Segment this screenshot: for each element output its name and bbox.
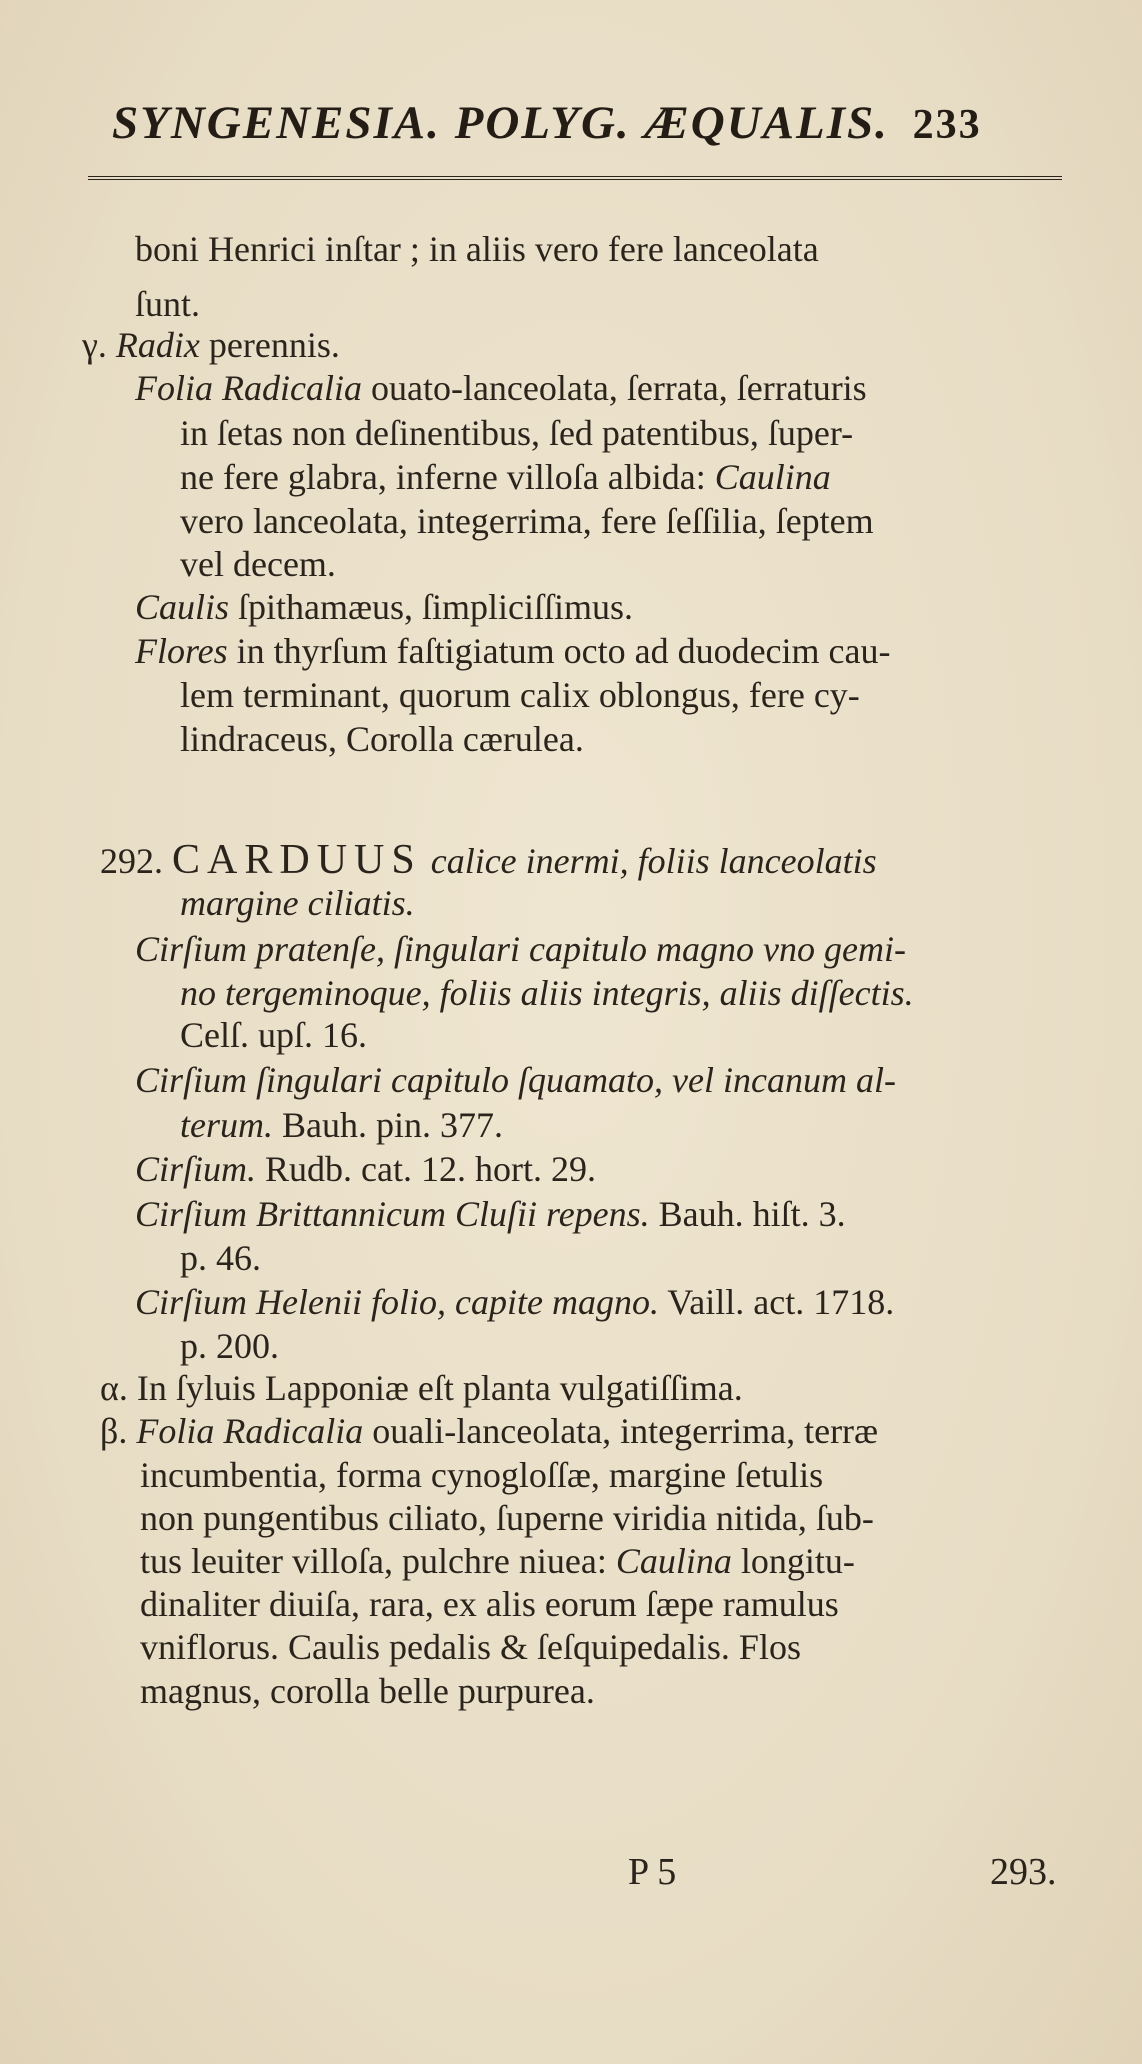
synonym-line: Celſ. upſ. 16. [180,1015,367,1055]
text-line: Caulis ſpithamæus, ſimpliciſſimus. [135,587,634,627]
text-line: in ſetas non deſinentibus, ſed patentibus, ſuper- [180,413,854,453]
variety-marker: γ. [82,325,107,365]
text-line: dinaliter diuiſa, rara, ex alis eorum ſæpe ramulus [140,1584,839,1624]
text-line: margine ciliatis. [180,883,415,923]
text-line: Flores in thyrſum faſtigiatum octo ad duodecim cau- [135,631,891,671]
synonym-line: p. 46. [180,1238,261,1278]
text-line: incumbentia, forma cynogloſſæ, margine ſetulis [140,1455,824,1495]
catchword: 293. [990,1851,1057,1893]
text-line: vniflorus. Caulis pedalis & ſeſquipedalis. Flos [140,1627,801,1667]
text-line: vel decem. [180,544,336,584]
text-line: lindraceus, Corolla cærulea. [180,719,584,759]
text-line: tus leuiter villoſa, pulchre niuea: Caulina longitu- [140,1541,855,1581]
synonym-line: terum. Bauh. pin. 377. [180,1105,503,1145]
signature-mark: P 5 [628,1851,677,1893]
variety-marker: β. [100,1411,128,1451]
text-line: boni Henrici inſtar ; in aliis vero fere lanceolata [135,229,819,269]
entry-heading: 292. CARDUUS calice inermi, foliis lanceolatis [100,837,877,883]
entry-number: 292. [100,841,163,881]
text-line: γ. Radix perennis. [82,325,340,365]
text-line: magnus, corolla belle purpurea. [140,1671,595,1711]
text-line: Folia Radicalia ouato-lanceolata, ſerrata, ſerraturis [135,368,867,408]
synonym-line: Cirſium Brittannicum Cluſii repens. Bauh. hiſt. 3. [135,1194,846,1234]
text-line: non pungentibus ciliato, ſuperne viridia nitida, ſub- [140,1498,874,1538]
running-title: SYNGENESIA. POLYG. ÆQUALIS. [112,97,889,149]
variety-marker: α. [100,1368,128,1408]
synonym-line: Cirſium pratenſe, ſingulari capitulo magno vno gemi- [135,929,906,969]
page-number: 233 [912,102,982,148]
running-header [112,96,1072,150]
text-line: ne fere glabra, inferne villoſa albida: Caulina [180,457,831,497]
synonym-line: no tergeminoque, foliis aliis integris, aliis diſſectis. [180,973,914,1013]
text-line: α. In ſyluis Lapponiæ eſt planta vulgatiſſima. [100,1368,743,1408]
synonym-line: Cirſium Helenii folio, capite magno. Vaill. act. 1718. [135,1282,895,1322]
text-line: β. Folia Radicalia ouali-lanceolata, integerrima, terræ [100,1411,879,1451]
synonym-line: Cirſium. Rudb. cat. 12. hort. 29. [135,1149,596,1189]
header-rule [88,176,1062,180]
synonym-line: Cirſium ſingulari capitulo ſquamato, vel incanum al- [135,1060,896,1100]
synonym-line: p. 200. [180,1326,279,1366]
text-line: ſunt. [135,284,201,324]
text-line: lem terminant, quorum calix oblongus, fere cy- [180,675,860,715]
text-line: vero lanceolata, integerrima, fere ſeſſilia, ſeptem [180,501,874,541]
genus-name: CARDUUS [172,837,422,883]
